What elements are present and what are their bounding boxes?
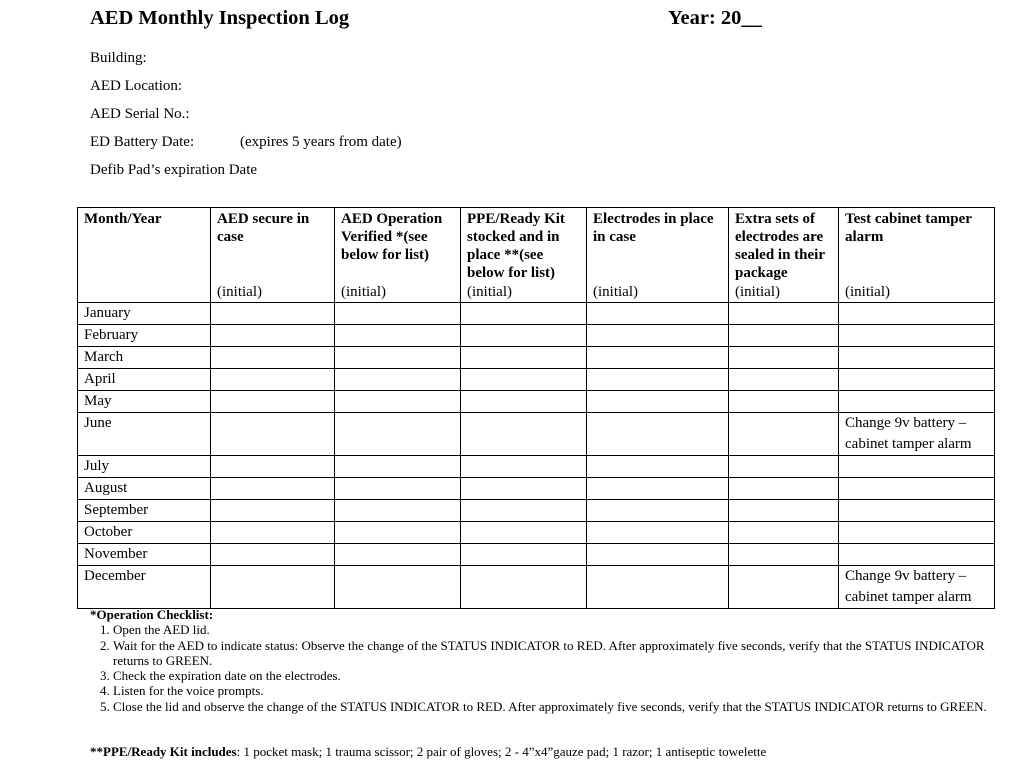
page-title: AED Monthly Inspection Log (90, 7, 350, 29)
column-header-tamper-alarm: Test cabinet tamper alarm (initial) (839, 208, 995, 303)
pads-expiration-field: Defib Pad’s expiration Date (90, 162, 258, 178)
month-cell: September (78, 500, 211, 522)
initial-cell[interactable] (335, 478, 461, 500)
operation-checklist (90, 607, 990, 714)
initial-cell[interactable] (335, 347, 461, 369)
initial-cell[interactable] (839, 544, 995, 566)
column-header-aed-operation: AED Operation Verified *(see below for list) (initial) (335, 208, 461, 303)
checklist-item: 3. Check the expiration date on the electrodes. (113, 668, 990, 683)
initial-cell[interactable] (587, 478, 729, 500)
initial-cell[interactable] (335, 522, 461, 544)
initial-cell[interactable] (587, 456, 729, 478)
initial-cell[interactable] (211, 522, 335, 544)
december-battery-note[interactable]: Change 9v battery – cabinet tamper alarm (839, 566, 995, 609)
month-cell: January (78, 303, 211, 325)
month-cell: March (78, 347, 211, 369)
initial-cell[interactable] (587, 391, 729, 413)
initial-cell[interactable] (729, 325, 839, 347)
table-row (78, 544, 995, 566)
table-row (78, 413, 995, 456)
month-cell: November (78, 544, 211, 566)
initial-cell[interactable] (461, 522, 587, 544)
table-row (78, 478, 995, 500)
table-row (78, 566, 995, 609)
initial-cell[interactable] (211, 478, 335, 500)
initial-cell[interactable] (211, 303, 335, 325)
battery-date-note: (expires 5 years from date) (240, 134, 402, 150)
checklist-title: *Operation Checklist: (90, 607, 214, 622)
initial-cell[interactable] (587, 544, 729, 566)
column-header-ppe-kit: PPE/Ready Kit stocked and in place **(see below for list) (initial) (461, 208, 587, 303)
initial-cell[interactable] (335, 544, 461, 566)
month-cell: June (78, 413, 211, 456)
initial-cell[interactable] (587, 369, 729, 391)
initial-cell[interactable] (461, 413, 587, 456)
aed-location-field: AED Location: (90, 78, 183, 94)
initial-cell[interactable] (461, 566, 587, 609)
initial-cell[interactable] (335, 413, 461, 456)
month-cell: August (78, 478, 211, 500)
table-row (78, 456, 995, 478)
initial-cell[interactable] (335, 391, 461, 413)
initial-cell[interactable] (839, 347, 995, 369)
initial-cell[interactable] (587, 325, 729, 347)
initial-cell[interactable] (729, 456, 839, 478)
table-row (78, 522, 995, 544)
initial-cell[interactable] (729, 522, 839, 544)
initial-cell[interactable] (729, 478, 839, 500)
initial-cell[interactable] (839, 456, 995, 478)
initial-cell[interactable] (729, 369, 839, 391)
initial-cell[interactable] (839, 478, 995, 500)
checklist-item: 1. Open the AED lid. (113, 622, 990, 637)
table-row (78, 325, 995, 347)
initial-cell[interactable] (335, 369, 461, 391)
aed-serial-field: AED Serial No.: (90, 106, 190, 122)
ppe-kit-contents: : 1 pocket mask; 1 trauma scissor; 2 pair of gloves; 2 - 4”x4”gauze pad; 1 razor; 1 antiseptic towelette (236, 744, 767, 759)
initial-cell[interactable] (587, 566, 729, 609)
column-header-electrodes: Electrodes in place in case (initial) (587, 208, 729, 303)
initial-cell[interactable] (839, 325, 995, 347)
initial-cell[interactable] (335, 456, 461, 478)
initial-cell[interactable] (335, 325, 461, 347)
initial-cell[interactable] (211, 566, 335, 609)
table-header-row (78, 208, 995, 303)
building-field: Building: (90, 50, 147, 66)
initial-cell[interactable] (729, 303, 839, 325)
initial-cell[interactable] (839, 500, 995, 522)
initial-cell[interactable] (587, 413, 729, 456)
inspection-table (77, 207, 995, 609)
month-cell: May (78, 391, 211, 413)
table-row (78, 347, 995, 369)
ppe-kit-label: **PPE/Ready Kit includes (90, 744, 237, 759)
checklist-item: 2. Wait for the AED to indicate status: Observe the change of the STATUS INDICATOR to RED. After approximately five seconds, verify that the STATUS INDICATOR returns to GREEN. (113, 638, 990, 669)
initial-cell[interactable] (461, 391, 587, 413)
column-header-aed-secure: AED secure in case (initial) (211, 208, 335, 303)
initial-cell[interactable] (211, 347, 335, 369)
ppe-kit-note (90, 744, 766, 760)
month-cell: October (78, 522, 211, 544)
initial-cell[interactable] (461, 456, 587, 478)
initial-cell[interactable] (729, 391, 839, 413)
initial-cell[interactable] (587, 303, 729, 325)
month-cell: February (78, 325, 211, 347)
initial-cell[interactable] (211, 413, 335, 456)
initial-cell[interactable] (461, 303, 587, 325)
month-cell: April (78, 369, 211, 391)
column-header-extra-electrodes: Extra sets of electrodes are sealed in their package (initial) (729, 208, 839, 303)
initial-cell[interactable] (729, 544, 839, 566)
initial-cell[interactable] (461, 478, 587, 500)
initial-cell[interactable] (211, 544, 335, 566)
initial-cell[interactable] (729, 413, 839, 456)
battery-date-field (90, 134, 402, 151)
initial-cell[interactable] (839, 522, 995, 544)
month-cell: July (78, 456, 211, 478)
initial-cell[interactable] (461, 325, 587, 347)
table-row (78, 500, 995, 522)
initial-cell[interactable] (461, 500, 587, 522)
month-cell: December (78, 566, 211, 609)
checklist-list (90, 622, 990, 714)
initial-cell[interactable] (335, 566, 461, 609)
initial-cell[interactable] (211, 456, 335, 478)
initial-cell[interactable] (461, 544, 587, 566)
initial-cell[interactable] (211, 391, 335, 413)
year-label: Year: 20__ (668, 7, 762, 29)
table-row (78, 303, 995, 325)
table-row (78, 369, 995, 391)
initial-cell[interactable] (587, 500, 729, 522)
initial-cell[interactable] (335, 303, 461, 325)
column-header-month: Month/Year (78, 208, 211, 303)
initial-cell[interactable] (729, 500, 839, 522)
initial-cell[interactable] (211, 500, 335, 522)
initial-cell[interactable] (211, 369, 335, 391)
initial-cell[interactable] (587, 522, 729, 544)
initial-cell[interactable] (587, 347, 729, 369)
checklist-item: 4. Listen for the voice prompts. (113, 683, 990, 698)
battery-date-label: ED Battery Date: (90, 134, 195, 150)
initial-cell[interactable] (729, 566, 839, 609)
initial-cell[interactable] (729, 347, 839, 369)
initial-cell[interactable] (839, 369, 995, 391)
june-battery-note[interactable]: Change 9v battery – cabinet tamper alarm (839, 413, 995, 456)
table-row (78, 391, 995, 413)
checklist-item: 5. Close the lid and observe the change of the STATUS INDICATOR to RED. After approximately five seconds, verify that the STATUS INDICATOR returns to GREEN. (113, 699, 990, 714)
initial-cell[interactable] (335, 500, 461, 522)
initial-cell[interactable] (839, 391, 995, 413)
initial-cell[interactable] (461, 347, 587, 369)
initial-cell[interactable] (839, 303, 995, 325)
initial-cell[interactable] (211, 325, 335, 347)
initial-cell[interactable] (461, 369, 587, 391)
